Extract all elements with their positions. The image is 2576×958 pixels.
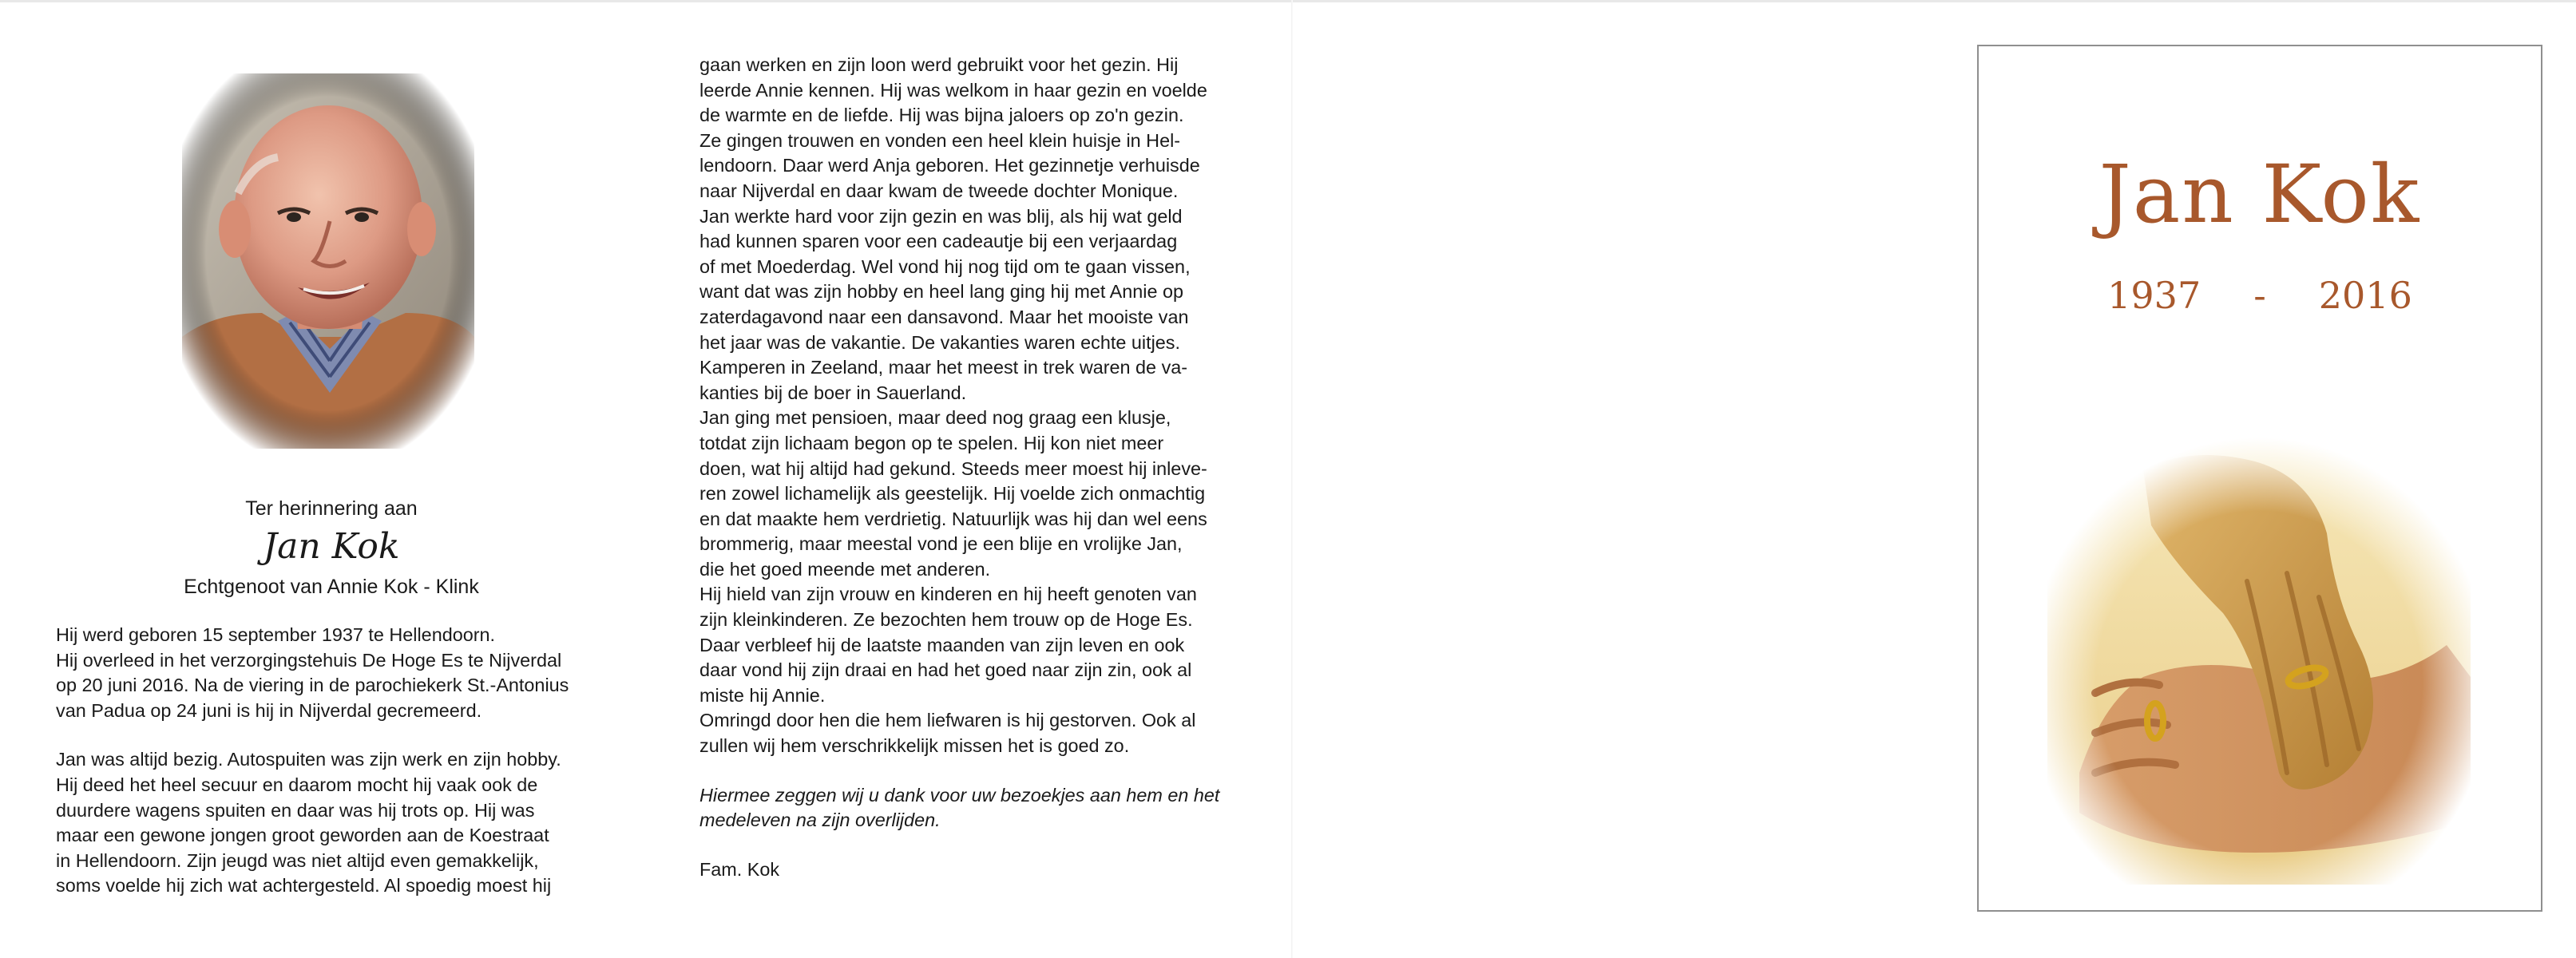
story-line: totdat zijn lichaam begon op te spelen. Hij kon niet meer <box>699 432 1164 453</box>
story-line: want dat was zijn hobby en heel lang ging hij met Annie op <box>699 281 1183 303</box>
story-line: zaterdagavond naar een dansavond. Maar het mooiste van <box>699 306 1189 327</box>
story-line: lendoorn. Daar werd Anja geboren. Het gezinnetje verhuisde <box>699 155 1200 176</box>
portrait-photo <box>182 73 474 449</box>
story-line: Jan was altijd bezig. Autospuiten was zijn werk en zijn hobby. <box>56 749 561 770</box>
story-line: brommerig, maar meestal vond je een blije en vrolijke Jan, <box>699 533 1183 555</box>
story-line: miste hij Annie. <box>699 684 826 706</box>
story-line: ren zowel lichamelijk als geestelijk. Hij voelde zich onmachtig <box>699 483 1206 505</box>
thanks-line: Hiermee zeggen wij u dank voor uw bezoekjes aan hem en het <box>699 784 1220 806</box>
intro-block <box>96 495 567 600</box>
story-line: Jan ging met pensioen, maar deed nog graag een klusje, <box>699 407 1171 429</box>
story-line: of met Moederdag. Wel vond hij nog tijd om te gaan vissen, <box>699 255 1191 277</box>
story-line: Hij deed het heel secuur en daarom mocht hij vaak ook de <box>56 774 538 795</box>
story-line: doen, wat hij altijd had gekund. Steeds meer moest hij inleve- <box>699 457 1207 479</box>
story-line: Ze gingen trouwen en vonden een heel klein huisje in Hel- <box>699 129 1181 151</box>
story-line: had kunnen sparen voor een cadeautje bij een verjaardag <box>699 231 1178 252</box>
story-line: zullen wij hem verschrikkelijk missen het is goed zo. <box>699 735 1130 757</box>
joined-hands-image <box>2047 437 2471 885</box>
story-line: Kamperen in Zeeland, maar het meest in trek waren de va- <box>699 357 1188 378</box>
story-line: duurdere wagens spuiten en daar was hij trots op. Hij was <box>56 799 535 821</box>
life-story-text <box>699 53 1244 882</box>
story-line: daar vond hij zijn draai en had het goed naar zijn zin, ook al <box>699 659 1192 681</box>
birth-year: 1937 <box>2107 274 2201 317</box>
deceased-name: Jan Kok <box>263 526 400 567</box>
story-line: en dat maakte hem verdrietig. Natuurlijk was hij dan wel eens <box>699 508 1207 529</box>
intro-line: Ter herinnering aan <box>245 497 418 520</box>
front-cover <box>1977 45 2542 912</box>
story-line: Omringd door hen die hem liefwaren is hij gestorven. Ook al <box>699 710 1196 731</box>
story-line: het jaar was de vakantie. De vakanties waren echte uitjes. <box>699 331 1180 353</box>
story-line: soms voelde hij zich wat achtergesteld. Al spoedig moest hij <box>56 875 552 897</box>
story-line: Daar verbleef hij de laatste maanden van zijn leven en ook <box>699 634 1185 655</box>
story-line: de warmte en de liefde. Hij was bijna jaloers op zo'n gezin. <box>699 105 1184 126</box>
story-line: in Hellendoorn. Zijn jeugd was niet altijd even gemakkelijk, <box>56 849 539 871</box>
story-line: gaan werken en zijn loon werd gebruikt voor het gezin. Hij <box>699 54 1179 75</box>
story-line: zijn kleinkinderen. Ze bezochten hem trouw op de Hoge Es. <box>699 609 1193 631</box>
story-line: Hij hield van zijn vrouw en kinderen en hij heeft genoten van <box>699 584 1197 605</box>
bio-line: van Padua op 24 juni is hij in Nijverdal gecremeerd. <box>56 699 482 721</box>
story-line: leerde Annie kennen. Hij was welkom in haar gezin en voelde <box>699 79 1207 101</box>
cover-years <box>1979 271 2541 319</box>
spouse-line: Echtgenoot van Annie Kok - Klink <box>184 576 479 598</box>
story-line: maar een gewone jongen groot geworden aan de Koestraat <box>56 825 549 846</box>
family-signature: Fam. Kok <box>699 858 780 880</box>
bio-line: Hij werd geboren 15 september 1937 te Hellendoorn. <box>56 624 496 645</box>
cover-name: Jan Kok <box>2098 148 2421 241</box>
death-year: 2016 <box>2318 274 2412 317</box>
year-dash: - <box>2253 274 2266 317</box>
bio-line: op 20 juni 2016. Na de viering in de parochiekerk St.-Antonius <box>56 675 569 696</box>
thanks-line: medeleven na zijn overlijden. <box>699 810 941 831</box>
bio-line: Hij overleed in het verzorgingstehuis De Hoge Es te Nijverdal <box>56 649 562 671</box>
story-line: kanties bij de boer in Sauerland. <box>699 382 967 403</box>
story-line: naar Nijverdal en daar kwam de tweede dochter Monique. <box>699 180 1179 201</box>
story-line: die het goed meende met anderen. <box>699 558 991 580</box>
story-line: Jan werkte hard voor zijn gezin en was blij, als hij wat geld <box>699 205 1183 227</box>
biography-text <box>56 623 600 899</box>
